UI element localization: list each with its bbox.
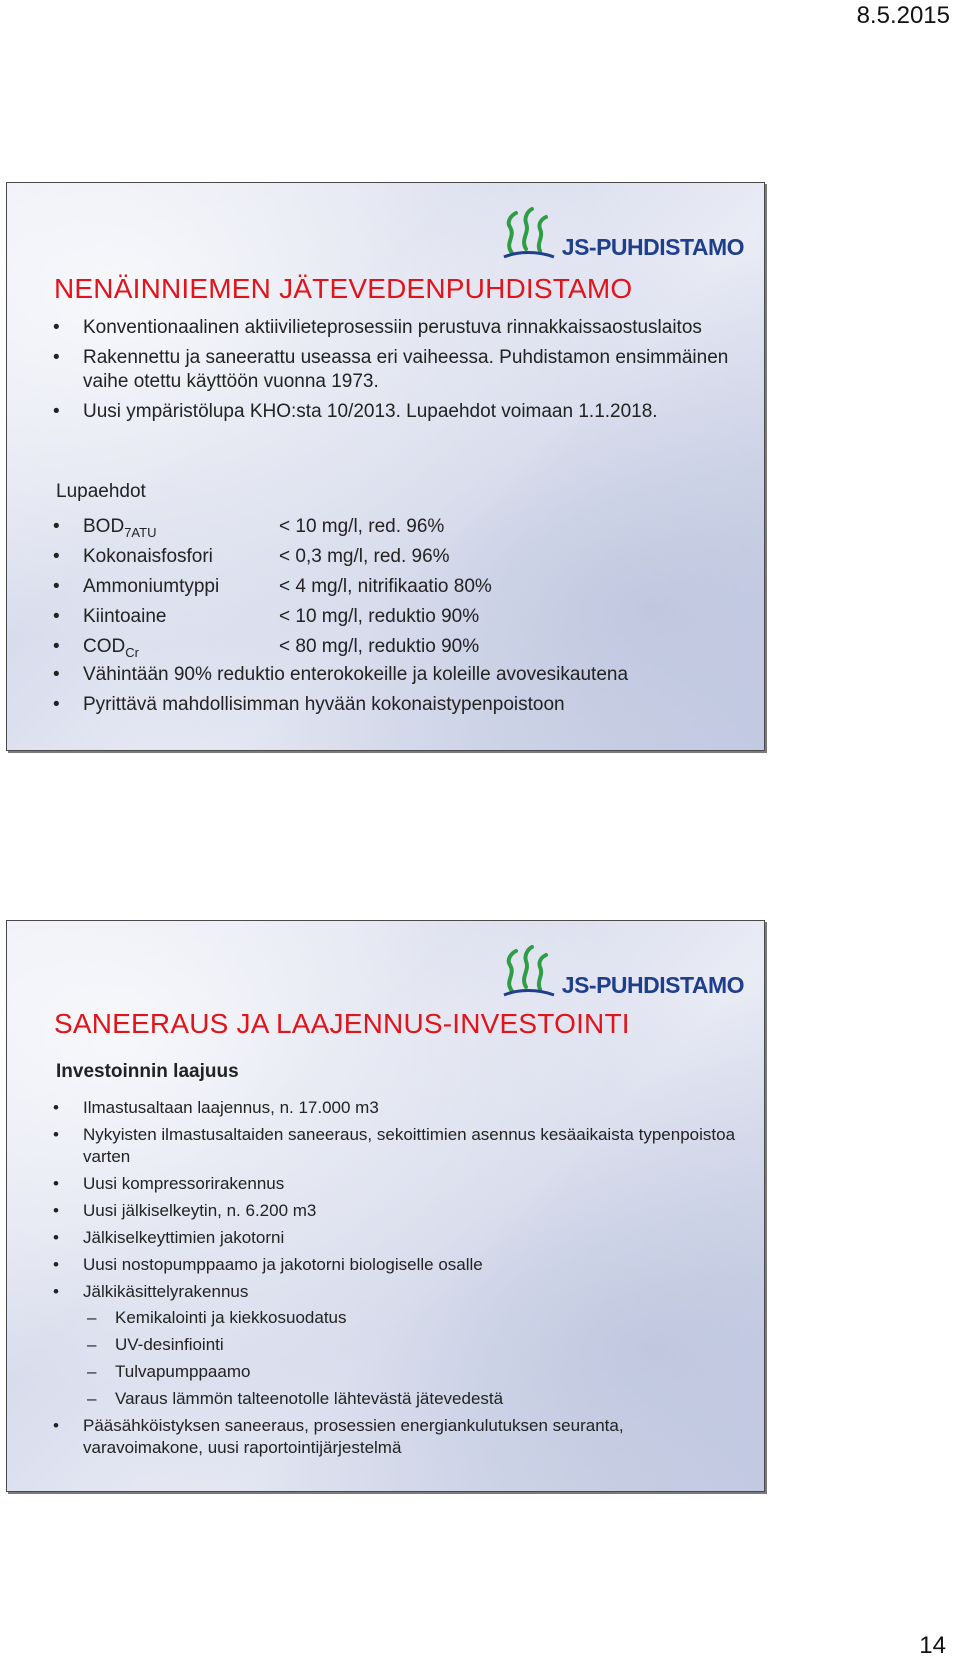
limit-name: $BOD_{7ATU}$ — [83, 516, 157, 540]
page-number: 14 — [919, 1632, 946, 1659]
limit-value: < 4 mg/l, nitrifikaatio 80% — [279, 576, 492, 597]
list-item: • Uusi jälkiselkeytin, n. 6.200 m3 — [53, 1200, 744, 1222]
slide-title: NENÄINNIEMEN JÄTEVEDENPUHDISTAMO — [54, 273, 633, 304]
list-item — [53, 1281, 744, 1410]
limit-row — [53, 605, 744, 635]
limit-name: $COD_{Cr}$ — [83, 636, 139, 660]
list-item: • Konventionaalinen aktiivilieteprosessiin perustuva rinnakkaissaostuslaitos — [53, 316, 744, 340]
list-item-label: Jälkikäsittelyrakennus — [83, 1282, 249, 1301]
investment-list — [53, 1097, 744, 1464]
list-item: • Rakennettu ja saneerattu useassa eri vaiheessa. Puhdistamon ensimmäinen vaihe otettu käyttöön vuonna 1973. — [53, 346, 744, 394]
list-item: • Pääsähköistyksen saneeraus, prosessien energiankulutuksen seuranta, varavoimakone, uusi raportointijärjestelmä — [53, 1415, 744, 1459]
notes-list — [53, 663, 744, 723]
limit-row — [53, 515, 744, 545]
logo-text: JS-PUHDISTAMO — [561, 234, 744, 260]
sub-list-item: – Tulvapumppaamo — [83, 1361, 744, 1383]
sub-list-item: – Varaus lämmön talteenotolle lähtevästä jätevedestä — [83, 1388, 744, 1410]
list-item: • Uusi nostopumppaamo ja jakotorni biologiselle osalle — [53, 1254, 744, 1276]
limit-value: < 10 mg/l, red. 96% — [279, 516, 445, 537]
limit-row — [53, 545, 744, 575]
company-logo — [498, 945, 744, 1001]
list-item: • Uusi ympäristölupa KHO:sta 10/2013. Lupaehdot voimaan 1.1.2018. — [53, 400, 744, 424]
page-date: 8.5.2015 — [856, 2, 950, 29]
logo-plant-icon — [498, 207, 558, 263]
list-item: • Jälkiselkeyttimien jakotorni — [53, 1227, 744, 1249]
slide-title: SANEERAUS JA LAAJENNUS-INVESTOINTI — [54, 1008, 630, 1039]
slide-1 — [6, 182, 765, 751]
limit-row — [53, 635, 744, 665]
list-item: • Ilmastusaltaan laajennus, n. 17.000 m3 — [53, 1097, 744, 1119]
limit-name: Ammoniumtyppi — [83, 576, 220, 597]
intro-list — [53, 316, 744, 430]
logo-plant-icon — [498, 945, 558, 1001]
limits-list — [53, 515, 744, 665]
limit-value: < 10 mg/l, reduktio 90% — [279, 606, 480, 627]
sub-list-item: – UV-desinfiointi — [83, 1334, 744, 1356]
limit-value: < 80 mg/l, reduktio 90% — [279, 636, 480, 657]
company-logo — [498, 207, 744, 263]
limit-value: < 0,3 mg/l, red. 96% — [279, 546, 450, 567]
logo-text: JS-PUHDISTAMO — [561, 972, 744, 998]
limit-row — [53, 575, 744, 605]
list-item: • Pyrittävä mahdollisimman hyvään kokonaistypenpoistoon — [53, 693, 744, 723]
sub-list-item: – Kemikalointi ja kiekkosuodatus — [83, 1307, 744, 1329]
section-subheading: Investoinnin laajuus — [56, 1061, 239, 1082]
list-item: • Vähintään 90% reduktio enterokokeille ja koleille avovesikautena — [53, 663, 744, 693]
limit-name: Kokonaisfosfori — [83, 546, 213, 567]
list-item: • Nykyisten ilmastusaltaiden saneeraus, sekoittimien asennus kesäaikaista typenpoistoa varten — [53, 1124, 744, 1168]
limit-name: Kiintoaine — [83, 606, 167, 627]
slide-2 — [6, 920, 765, 1492]
sub-list — [83, 1307, 744, 1410]
list-item: • Uusi kompressorirakennus — [53, 1173, 744, 1195]
limits-heading: Lupaehdot — [56, 481, 146, 502]
